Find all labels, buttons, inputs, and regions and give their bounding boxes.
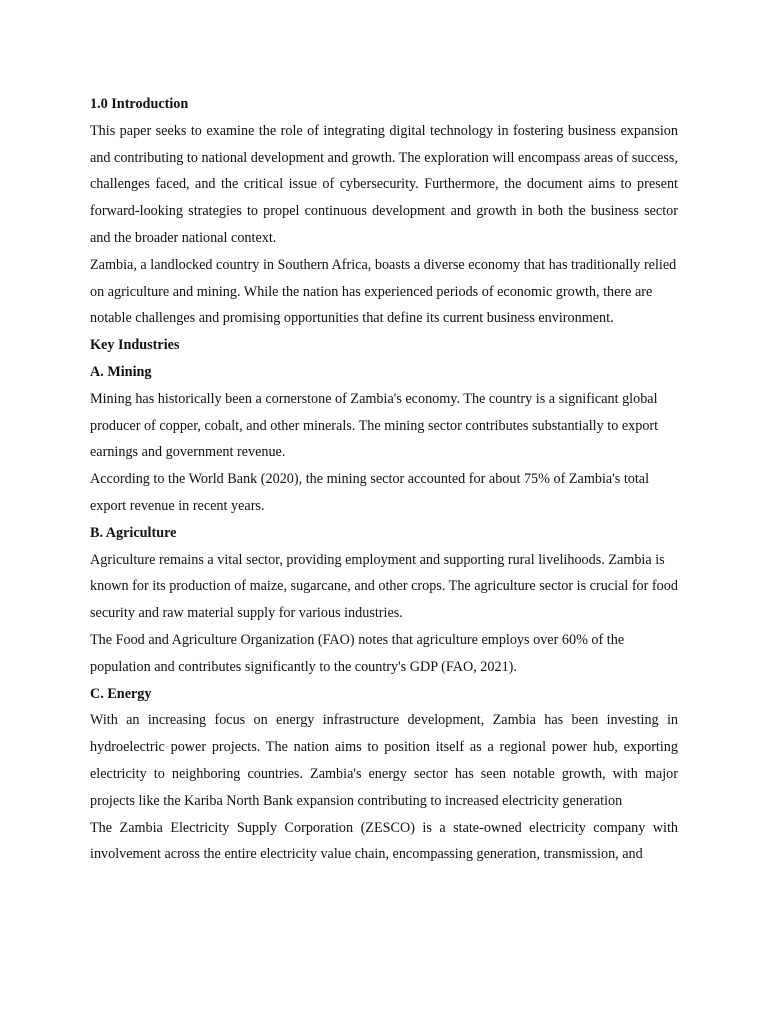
agriculture-heading: B. Agriculture — [90, 524, 177, 541]
energy-paragraph-1: With an increasing focus on energy infrastructure development, Zambia has been investing in hydroelectric power projects. The nation aims to position itself as a regional power hub, exporting electricity to neighboring countries. Zambia's energy sector has seen notable growth, with major projects like the Kariba North Bank expansion contributing to increased electricity generation — [90, 712, 678, 809]
document-page — [90, 91, 678, 868]
energy-heading: C. Energy — [90, 685, 152, 702]
mining-heading: A. Mining — [90, 363, 152, 380]
mining-paragraph-2: According to the World Bank (2020), the mining sector accounted for about 75% of Zambia's total export revenue in recent years. — [90, 471, 650, 514]
agriculture-paragraph-1: Agriculture remains a vital sector, providing employment and supporting rural livelihoods. Zambia is known for its production of maize, sugarcane, and other crops. The agriculture sector is crucial for food security and raw material supply for various industries. — [90, 551, 678, 622]
intro-paragraph-2: Zambia, a landlocked country in Southern Africa, boasts a diverse economy that has traditionally relied on agriculture and mining. While the nation has experienced periods of economic growth, there are notable challenges and promising opportunities that define its current business environment. — [90, 256, 677, 327]
intro-paragraph-1: This paper seeks to examine the role of integrating digital technology in fostering business expansion and contributing to national development and growth. The exploration will encompass areas of success, challenges faced, and the critical issue of cybersecurity. Furthermore, the document aims to present forward-looking strategies to propel continuous development and growth in both the business sector and the broader national context. — [90, 122, 678, 246]
intro-heading: 1.0 Introduction — [90, 96, 189, 112]
agriculture-paragraph-2: The Food and Agriculture Organization (FAO) notes that agriculture employs over 60% of the population and contributes significantly to the country's GDP (FAO, 2021). — [90, 631, 625, 675]
energy-paragraph-2: The Zambia Electricity Supply Corporation (ZESCO) is a state-owned electricity company with involvement across the entire electricity value chain, encompassing generation, transmission, and — [90, 819, 678, 863]
key-industries-heading: Key Industries — [90, 337, 180, 354]
mining-paragraph-1: Mining has historically been a cornerstone of Zambia's economy. The country is a significant global producer of copper, cobalt, and other minerals. The mining sector contributes substantially to export earnings and government revenue. — [90, 390, 659, 461]
